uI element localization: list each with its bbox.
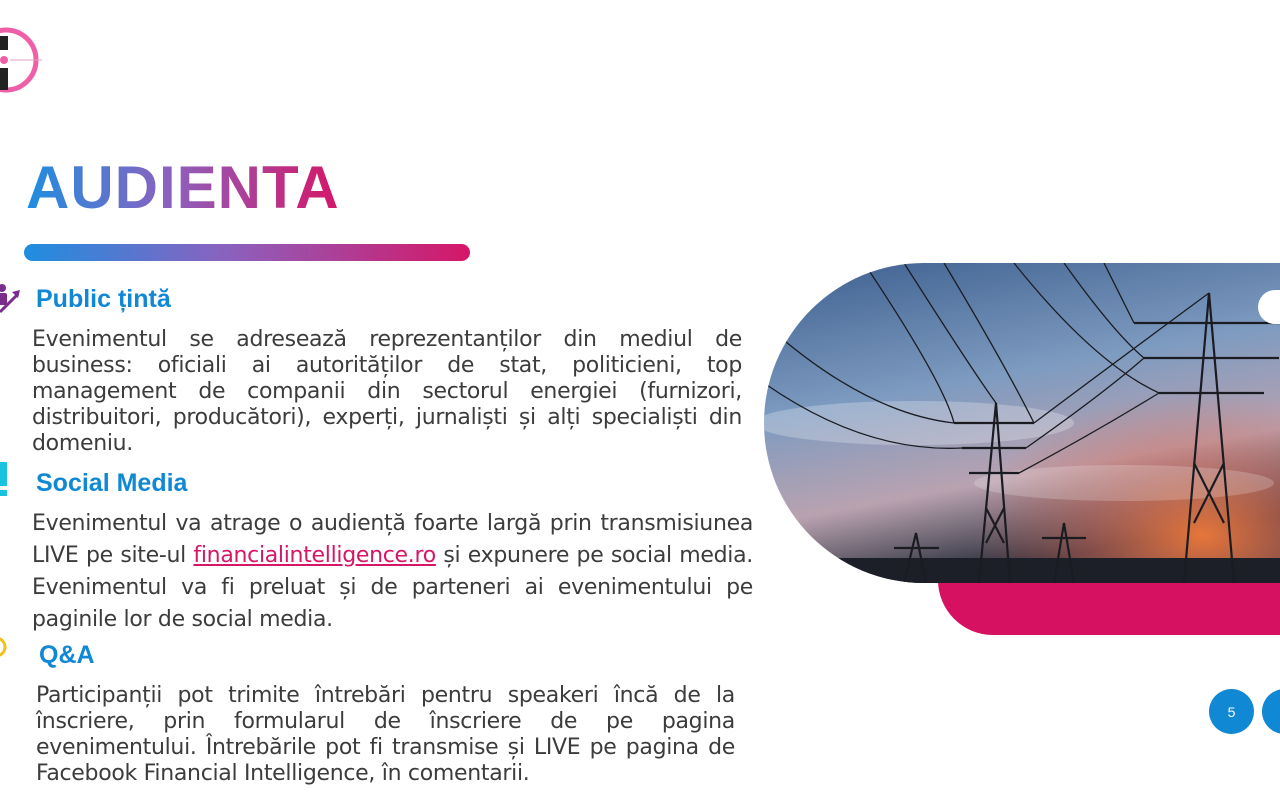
social-text-before: Evenimentul va atrage o audiență foarte largă prin transmisiunea LIVE pe site-ul	[32, 511, 753, 568]
power-lines-illustration	[764, 263, 1280, 583]
power-lines-photo	[764, 263, 1280, 583]
page-number-badge-secondary	[1262, 689, 1280, 734]
exclamation-icon	[0, 462, 10, 498]
people-arrow-icon	[0, 282, 22, 316]
section-text-social	[32, 508, 753, 636]
title-underline-bar	[24, 244, 470, 261]
section-text-qa: Participanții pot trimite întrebări pentru speakeri încă de la înscriere, prin formularul de înscriere de pe pagina evenimentului. Întrebările pot fi transmise și LIVE pe pagina de Facebook Financial Intelligence, în comentarii.	[36, 683, 735, 786]
social-text-after: și expunere pe social media. Evenimentul va fi preluat și de parteneri ai evenimentului pe paginile lor de social media.	[32, 543, 753, 632]
section-text-target: Evenimentul se adresează reprezentanților din mediul de business: oficiali ai autorităților de stat, politicieni, top management de companii din sectorul energiei (furnizori, distribuitori, producători), experți, jurnaliști și alți specialiști din domeniu.	[32, 327, 742, 456]
page-number-badge: 5	[1209, 689, 1254, 734]
section-heading-target: Public țintă	[36, 285, 171, 313]
section-heading-social: Social Media	[36, 469, 188, 497]
slide-title: AUDIENTA	[26, 154, 340, 221]
site-link[interactable]: financialintelligence.ro	[193, 543, 436, 568]
fi-logo-icon	[0, 14, 50, 102]
ring-icon	[0, 634, 8, 660]
section-heading-qa: Q&A	[39, 641, 95, 669]
